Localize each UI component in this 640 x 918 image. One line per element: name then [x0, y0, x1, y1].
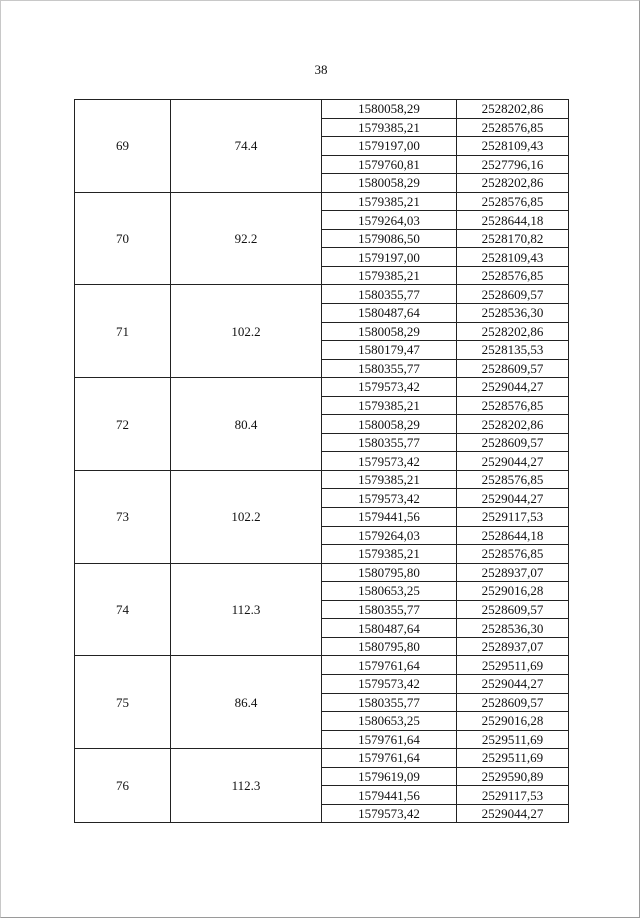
- plot-number-cell: 71: [75, 285, 171, 378]
- y-coordinate-cell: 2528576,85: [457, 396, 569, 415]
- x-coordinate-cell: 1579385,21: [322, 118, 457, 137]
- x-coordinate-cell: 1579385,21: [322, 470, 457, 489]
- y-coordinate-cell: 2529117,53: [457, 508, 569, 527]
- x-coordinate-cell: 1579573,42: [322, 452, 457, 471]
- y-coordinate-cell: 2529044,27: [457, 674, 569, 693]
- y-coordinate-cell: 2527796,16: [457, 155, 569, 174]
- area-value-cell: 92.2: [171, 192, 322, 285]
- x-coordinate-cell: 1579761,64: [322, 656, 457, 675]
- y-coordinate-cell: 2529117,53: [457, 786, 569, 805]
- x-coordinate-cell: 1580355,77: [322, 433, 457, 452]
- x-coordinate-cell: 1580355,77: [322, 285, 457, 304]
- page-number: 38: [314, 62, 328, 77]
- plot-number-cell: 73: [75, 470, 171, 563]
- x-coordinate-cell: 1579573,42: [322, 804, 457, 823]
- x-coordinate-cell: 1579761,64: [322, 749, 457, 768]
- y-coordinate-cell: 2528109,43: [457, 248, 569, 267]
- plot-number-cell: 70: [75, 192, 171, 285]
- table-row: [75, 378, 569, 397]
- x-coordinate-cell: 1579264,03: [322, 526, 457, 545]
- area-value-cell: 112.3: [171, 749, 322, 823]
- y-coordinate-cell: 2528644,18: [457, 526, 569, 545]
- y-coordinate-cell: 2529044,27: [457, 489, 569, 508]
- y-coordinate-cell: 2528170,82: [457, 229, 569, 248]
- y-coordinate-cell: 2528937,07: [457, 563, 569, 582]
- y-coordinate-cell: 2529044,27: [457, 378, 569, 397]
- plot-number-cell: 72: [75, 378, 171, 471]
- x-coordinate-cell: 1579441,56: [322, 508, 457, 527]
- table-row: [75, 192, 569, 211]
- coordinates-table-body: [75, 100, 569, 823]
- area-value-cell: 112.3: [171, 563, 322, 656]
- x-coordinate-cell: 1579264,03: [322, 211, 457, 230]
- x-coordinate-cell: 1579760,81: [322, 155, 457, 174]
- x-coordinate-cell: 1580058,29: [322, 100, 457, 119]
- y-coordinate-cell: 2528609,57: [457, 600, 569, 619]
- x-coordinate-cell: 1579573,42: [322, 378, 457, 397]
- y-coordinate-cell: 2529044,27: [457, 804, 569, 823]
- y-coordinate-cell: 2528536,30: [457, 304, 569, 323]
- plot-number-cell: 75: [75, 656, 171, 749]
- table-row: [75, 100, 569, 119]
- plot-number-cell: 74: [75, 563, 171, 656]
- x-coordinate-cell: 1579573,42: [322, 674, 457, 693]
- x-coordinate-cell: 1580653,25: [322, 582, 457, 601]
- area-value-cell: 74.4: [171, 100, 322, 193]
- y-coordinate-cell: 2528109,43: [457, 137, 569, 156]
- x-coordinate-cell: 1580653,25: [322, 712, 457, 731]
- table-row: [75, 563, 569, 582]
- x-coordinate-cell: 1580058,29: [322, 174, 457, 193]
- x-coordinate-cell: 1579385,21: [322, 545, 457, 564]
- x-coordinate-cell: 1580179,47: [322, 341, 457, 360]
- y-coordinate-cell: 2528202,86: [457, 100, 569, 119]
- plot-number-cell: 76: [75, 749, 171, 823]
- x-coordinate-cell: 1579441,56: [322, 786, 457, 805]
- x-coordinate-cell: 1579761,64: [322, 730, 457, 749]
- y-coordinate-cell: 2528644,18: [457, 211, 569, 230]
- y-coordinate-cell: 2528609,57: [457, 359, 569, 378]
- plot-number-cell: 69: [75, 100, 171, 193]
- y-coordinate-cell: 2529016,28: [457, 582, 569, 601]
- x-coordinate-cell: 1579385,21: [322, 396, 457, 415]
- x-coordinate-cell: 1579573,42: [322, 489, 457, 508]
- table-row: [75, 285, 569, 304]
- x-coordinate-cell: 1580795,80: [322, 563, 457, 582]
- area-value-cell: 102.2: [171, 285, 322, 378]
- y-coordinate-cell: 2529016,28: [457, 712, 569, 731]
- y-coordinate-cell: 2528202,86: [457, 174, 569, 193]
- x-coordinate-cell: 1579197,00: [322, 248, 457, 267]
- x-coordinate-cell: 1580487,64: [322, 619, 457, 638]
- y-coordinate-cell: 2528576,85: [457, 470, 569, 489]
- x-coordinate-cell: 1580058,29: [322, 415, 457, 434]
- x-coordinate-cell: 1580795,80: [322, 637, 457, 656]
- table-row: [75, 749, 569, 768]
- y-coordinate-cell: 2529511,69: [457, 730, 569, 749]
- y-coordinate-cell: 2528937,07: [457, 637, 569, 656]
- y-coordinate-cell: 2528576,85: [457, 118, 569, 137]
- y-coordinate-cell: 2529590,89: [457, 767, 569, 786]
- x-coordinate-cell: 1579385,21: [322, 192, 457, 211]
- x-coordinate-cell: 1579086,50: [322, 229, 457, 248]
- y-coordinate-cell: 2528576,85: [457, 545, 569, 564]
- y-coordinate-cell: 2528576,85: [457, 266, 569, 285]
- y-coordinate-cell: 2528609,57: [457, 433, 569, 452]
- x-coordinate-cell: 1579619,09: [322, 767, 457, 786]
- table-row: [75, 656, 569, 675]
- y-coordinate-cell: 2529044,27: [457, 452, 569, 471]
- x-coordinate-cell: 1580487,64: [322, 304, 457, 323]
- x-coordinate-cell: 1579385,21: [322, 266, 457, 285]
- x-coordinate-cell: 1579197,00: [322, 137, 457, 156]
- y-coordinate-cell: 2528609,57: [457, 693, 569, 712]
- coordinates-table: [74, 99, 569, 823]
- y-coordinate-cell: 2528609,57: [457, 285, 569, 304]
- area-value-cell: 80.4: [171, 378, 322, 471]
- y-coordinate-cell: 2528202,86: [457, 415, 569, 434]
- y-coordinate-cell: 2528536,30: [457, 619, 569, 638]
- x-coordinate-cell: 1580058,29: [322, 322, 457, 341]
- y-coordinate-cell: 2528202,86: [457, 322, 569, 341]
- y-coordinate-cell: 2529511,69: [457, 749, 569, 768]
- area-value-cell: 102.2: [171, 470, 322, 563]
- y-coordinate-cell: 2529511,69: [457, 656, 569, 675]
- x-coordinate-cell: 1580355,77: [322, 693, 457, 712]
- area-value-cell: 86.4: [171, 656, 322, 749]
- y-coordinate-cell: 2528576,85: [457, 192, 569, 211]
- y-coordinate-cell: 2528135,53: [457, 341, 569, 360]
- table-row: [75, 470, 569, 489]
- x-coordinate-cell: 1580355,77: [322, 600, 457, 619]
- x-coordinate-cell: 1580355,77: [322, 359, 457, 378]
